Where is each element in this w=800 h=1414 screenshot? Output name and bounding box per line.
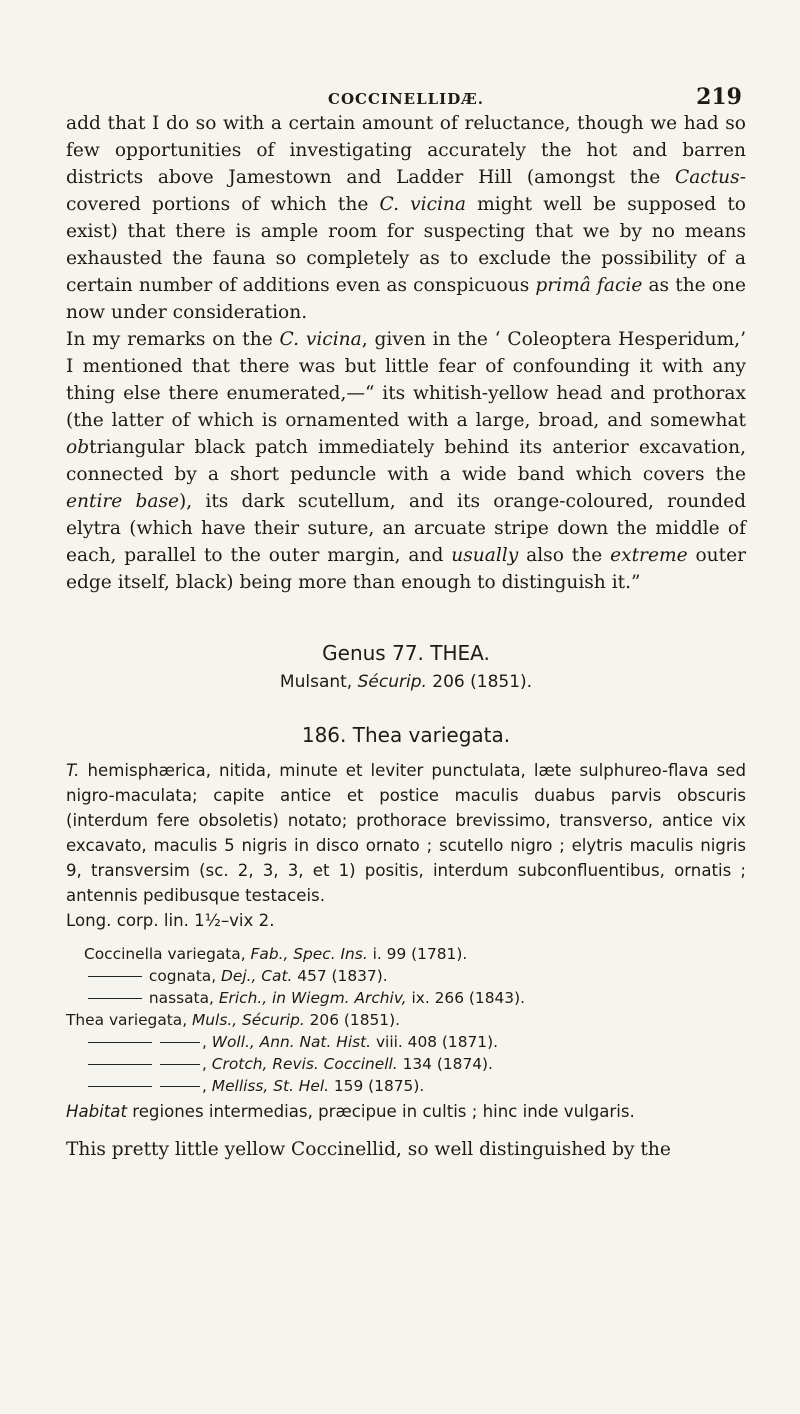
ditto-rule [88,998,142,999]
ditto-rule [160,1064,200,1065]
italic-run: Dej., Cat. [221,967,293,985]
ditto-rule [88,1042,152,1043]
text-run: nassata, [148,989,219,1007]
text-run: triangular black patch immediately behind its anterior excavation, connected by a short peduncle with a wide band which covers the [66,437,746,485]
text-run: 206 (1851). [426,672,533,692]
body-paragraph-2 [66,326,746,596]
text-run: In my remarks on the [66,329,280,350]
synonym-entry [66,987,746,1009]
italic-run: extreme [610,545,688,566]
text-run: cognata, [148,967,221,985]
text-run: viii. 408 (1871). [371,1033,498,1051]
text-run: might well be supposed to exist) that there is ample room for suspecting that we by no means exhausted the fauna so completely as to exclude the possibility of a certain number of additions even as conspicuous [66,194,746,296]
synonym-entry [66,1009,746,1031]
page-number: 219 [696,84,742,110]
running-head [66,0,746,110]
italic-run: Melliss, St. Hel. [211,1077,329,1095]
italic-run: usually [451,545,519,566]
text-run: , given in the ‘ Coleoptera Hesperidum,’ I mentioned that there was but little fear of confounding it with any thing else there enumerated,—“ its whitish-yellow head and prothorax (the latter of which is ornamented with a large, broad, and somewhat [66,329,746,431]
italic-run: Woll., Ann. Nat. Hist. [211,1033,372,1051]
text-run: outer edge itself, black) being more than enough to distinguish it.” [66,545,746,593]
habitat-label: Habitat [66,1102,127,1121]
italic-run: primâ facie [535,275,643,296]
page [66,0,746,1163]
species-heading: 186. Thea variegata. [301,723,511,747]
running-title: COCCINELLIDÆ. [328,90,484,108]
synonym-entry [66,1075,746,1097]
ditto-rule [160,1086,200,1087]
text-run: regiones intermedias, præcipue in cultis ; hinc inde vulgaris. [126,1102,635,1121]
text-run: , [202,1077,212,1095]
synonymy-list [66,943,746,1097]
species-length: Long. corp. lin. 1½–vix 2. [66,911,275,930]
text-run: Mulsant, [279,672,358,692]
body-paragraph-1 [66,110,746,326]
text-run: Coccinella variegata, [84,945,251,963]
text-run: ix. 266 (1843). [406,989,525,1007]
italic-run: Cactus [674,167,740,188]
text-run: 206 (1851). [304,1011,400,1029]
synonym-entry [66,1031,746,1053]
italic-run: C. vicina [379,194,466,215]
italic-run: Sécurip. [357,672,427,692]
text-run: add that I do so with a certain amount of reluctance, though we had so few opportunities of investigating accurately the hot and barren districts above Jamestown and Ladder Hill (amongst the [66,113,746,188]
ditto-rule [88,976,142,977]
italic-run: Crotch, Revis. Coccinell. [211,1055,398,1073]
text-run: -covered portions of which the [66,167,746,215]
text-run: 134 (1874). [397,1055,493,1073]
italic-run: T. [66,761,80,780]
text-run: hemisphærica, nitida, minute et leviter punctulata, læte sulphureo-flava sed nigro-maculata; capite antice et postice maculis duabus parvis obscuris (interdum fere obsoletis) notato; prothorace brevissimo, transverso, antice vix excavato, maculis 5 nigris in disco ornato ; scutello nigro ; elytris maculis nigris 9, transversim (sc. 2, 3, 3, et 1) positis, interdum subconfluentibus, ornatis ; antennis pedibusque testaceis. [66,761,746,905]
text-run: i. 99 (1781). [367,945,468,963]
italic-run: Fab., Spec. Ins. [250,945,368,963]
genus-authority [66,668,746,696]
text-run: 159 (1875). [329,1077,425,1095]
text-run: , [202,1033,212,1051]
text-run: Thea variegata, [66,1011,193,1029]
species-description [66,758,746,933]
ditto-rule [88,1064,152,1065]
text-run: as the one now under consideration. [66,275,747,323]
ditto-rule [160,1042,200,1043]
text-run: ), its dark scutellum, and its orange-coloured, rounded elytra (which have their suture, an arcuate stripe down the middle of each, parallel to the outer margin, and [66,491,746,566]
synonym-entry [66,1053,746,1075]
closing-line: This pretty little yellow Coccinellid, so well distinguished by the [66,1139,671,1160]
italic-run: Muls., Sécurip. [192,1011,305,1029]
text-run: 457 (1837). [292,967,388,985]
ditto-rule [88,1086,152,1087]
genus-heading: Genus 77. THEA. [322,641,490,665]
text-run: , [202,1055,212,1073]
synonym-entry [66,943,746,965]
italic-run: entire base [66,491,180,512]
italic-run: Erich., in Wiegm. Archiv, [218,989,407,1007]
italic-run: ob [66,437,90,458]
synonym-entry [66,965,746,987]
habitat-line [66,1099,746,1124]
italic-run: C. vicina [279,329,362,350]
text-run: also the [518,545,611,566]
